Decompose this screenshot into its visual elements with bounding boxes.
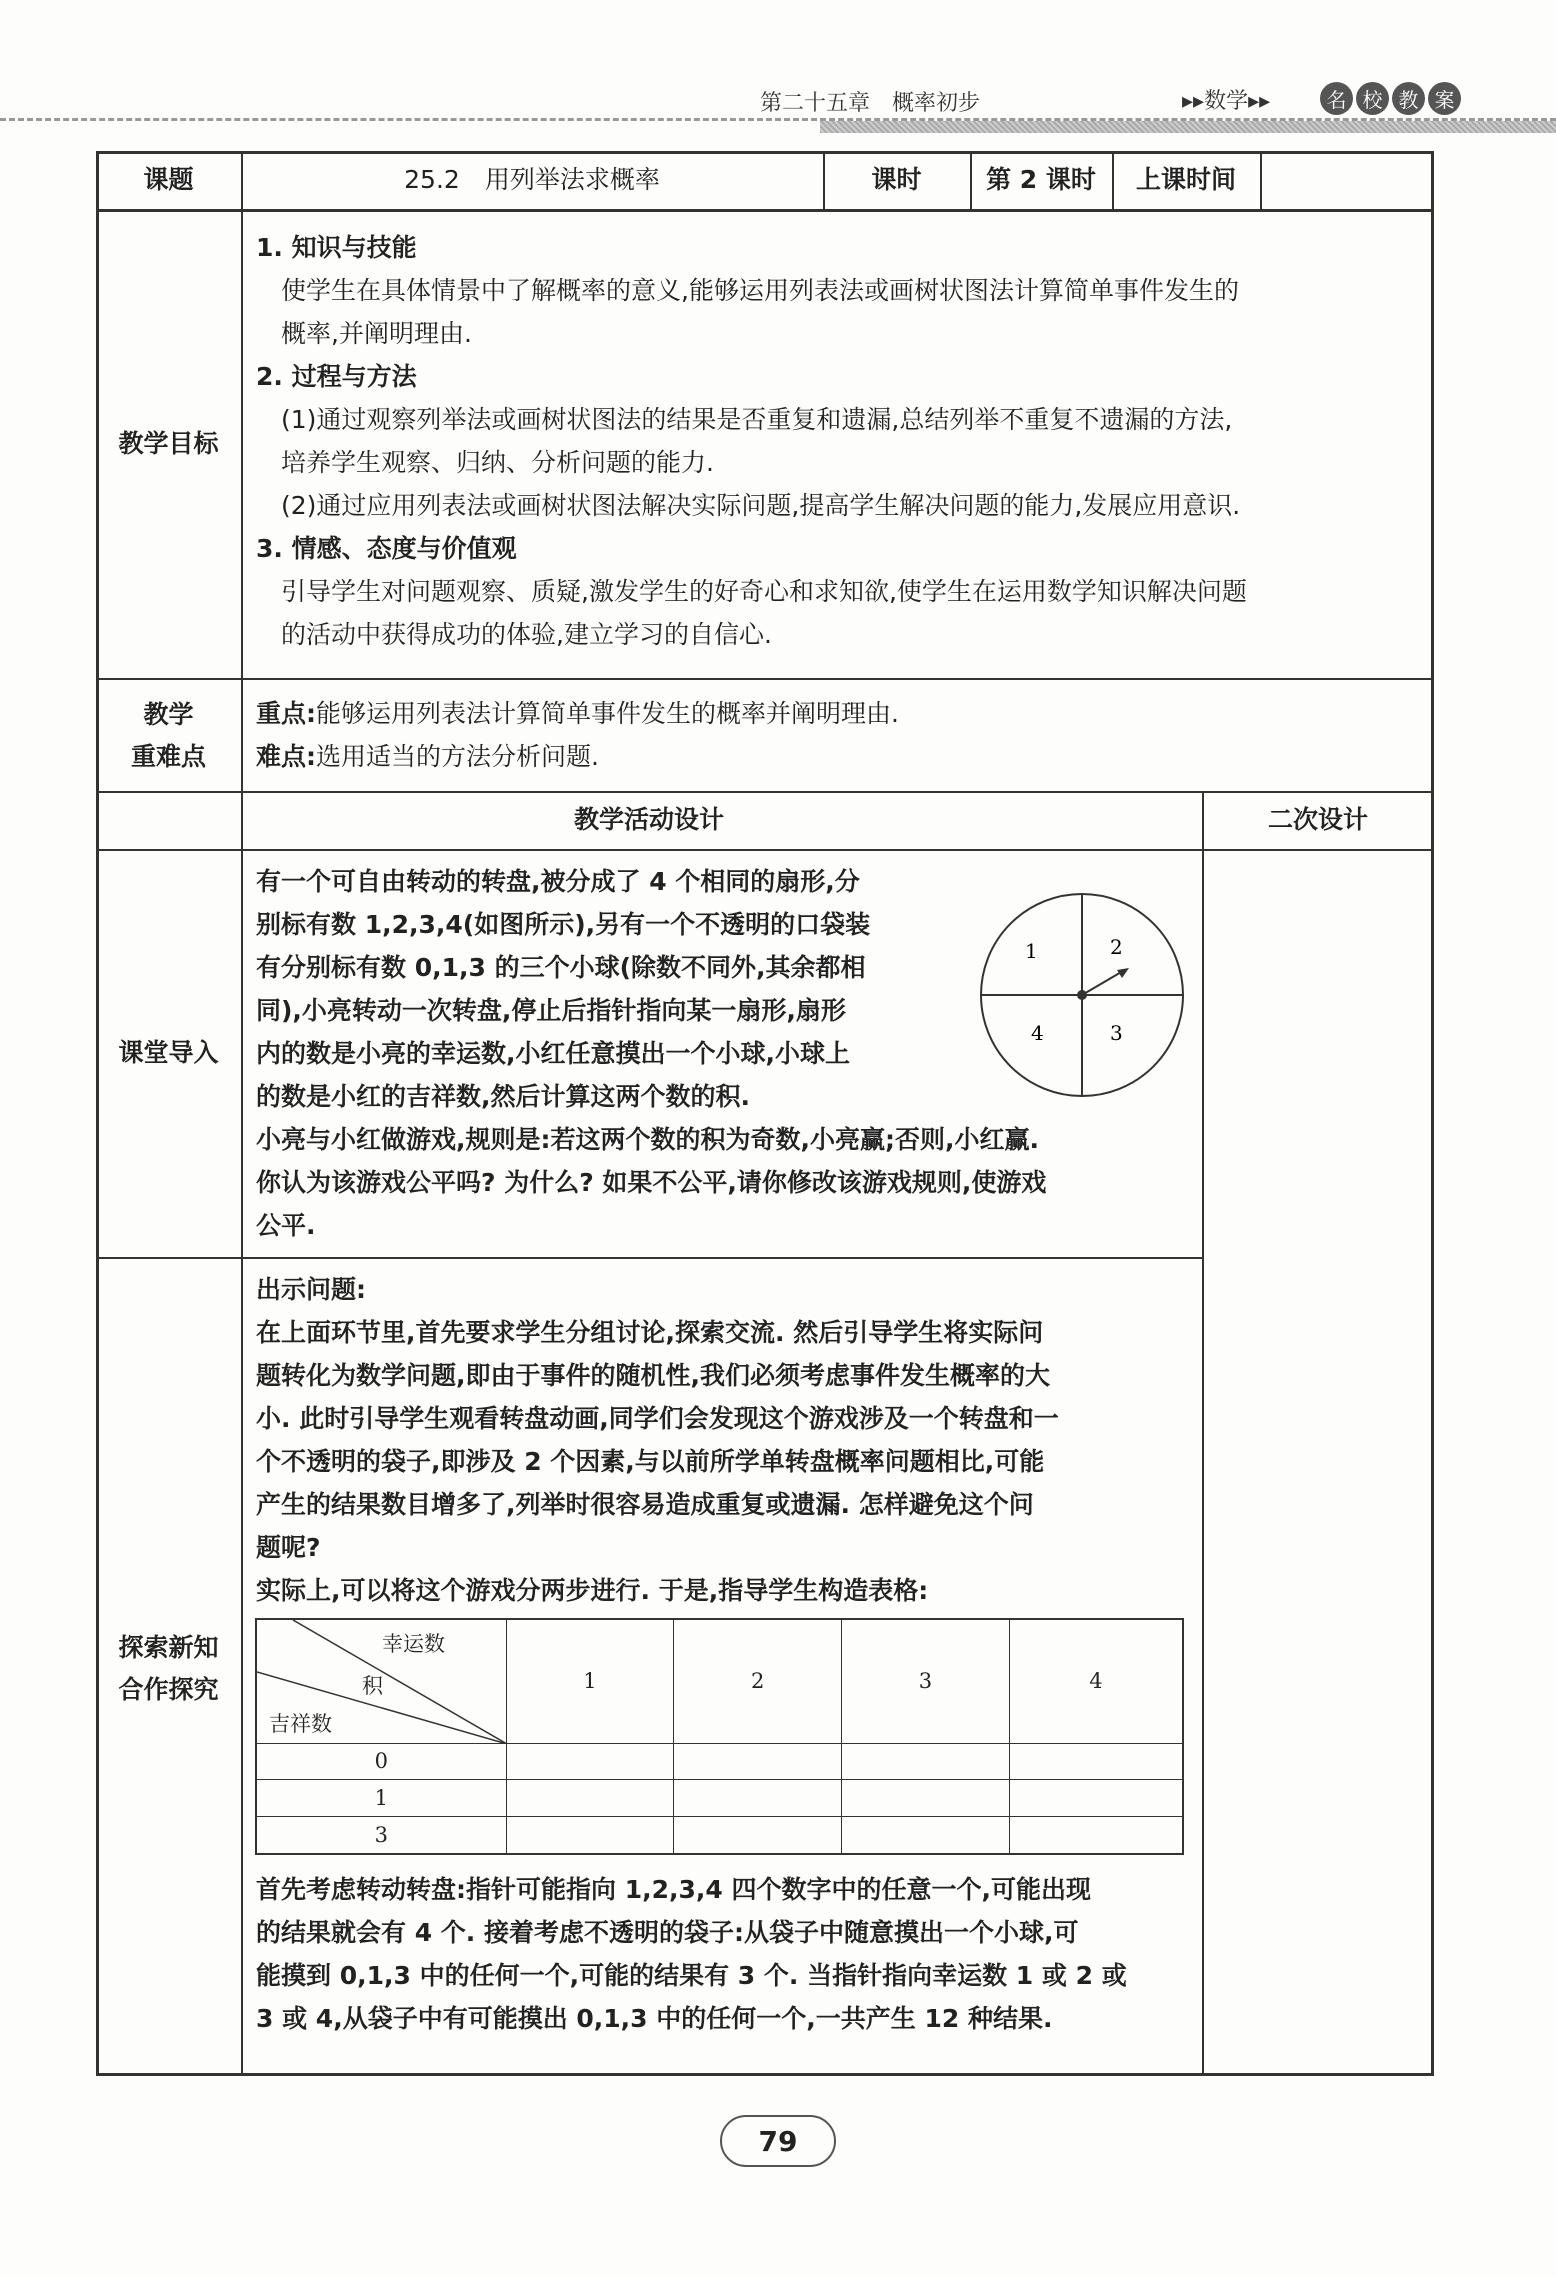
column-header: 1 <box>506 1619 674 1743</box>
sector-label: 3 <box>1110 1021 1123 1045</box>
text-line: 内的数是小亮的幸运数,小红任意摸出一个小球,小球上 <box>256 1039 850 1068</box>
text-line: 产生的结果数目增多了,列举时很容易造成重复或遗漏. 怎样避免这个问 <box>256 1490 1034 1519</box>
text-line: 别标有数 1,2,3,4(如图所示),另有一个不透明的口袋装 <box>256 910 871 939</box>
text-line: 你认为该游戏公平吗? 为什么? 如果不公平,请你修改该游戏规则,使游戏 <box>256 1168 1047 1197</box>
explore-label-2: 合作探究 <box>118 1675 219 1704</box>
difficulty-text: 选用适当的方法分析问题. <box>316 742 599 771</box>
column-header: 3 <box>842 1619 1010 1743</box>
sector-label: 1 <box>1025 939 1038 963</box>
explore-content <box>256 1268 1196 1612</box>
text-line: 题转化为数学问题,即由于事件的随机性,我们必须考虑事件发生概率的大 <box>256 1361 1050 1390</box>
row-header: 1 <box>256 1780 506 1817</box>
spinner-hub <box>1077 990 1087 1000</box>
header-band <box>820 121 1556 133</box>
chapter-title: 第二十五章 概率初步 <box>760 91 981 116</box>
spinner-diagram <box>975 888 1189 1102</box>
key-points-content <box>256 692 1426 778</box>
text-line: 有一个可自由转动的转盘,被分成了 4 个相同的扇形,分 <box>256 867 860 896</box>
text-line: 3. 情感、态度与价值观 <box>256 534 517 563</box>
text-line: 首先考虑转动转盘:指针可能指向 1,2,3,4 四个数字中的任意一个,可能出现 <box>256 1875 1091 1904</box>
text-line: 个不透明的袋子,即涉及 2 个因素,与以前所学单转盘概率问题相比,可能 <box>256 1447 1045 1476</box>
corner-cell <box>256 1619 506 1743</box>
text-line: 小亮与小红做游戏,规则是:若这两个数的积为奇数,小亮赢;否则,小红赢. <box>256 1125 1039 1154</box>
second-design-header: 二次设计 <box>1267 805 1368 834</box>
key-points-label-1: 教学 <box>143 699 194 729</box>
text-line: 培养学生观察、归纳、分析问题的能力. <box>256 448 714 477</box>
spinner-pointer <box>1082 971 1123 995</box>
objectives-label: 教学目标 <box>118 428 219 458</box>
column-header: 4 <box>1009 1619 1183 1743</box>
row-header: 0 <box>256 1743 506 1780</box>
text-line: 2. 过程与方法 <box>256 362 417 391</box>
corner-bottom: 吉祥数 <box>269 1712 332 1736</box>
text-line: 3 或 4,从袋子中有可能摸出 0,1,3 中的任何一个,一共产生 12 种结果. <box>256 2004 1053 2033</box>
text-line: 的数是小红的吉祥数,然后计算这两个数的积. <box>256 1082 750 1111</box>
explore-label-1: 探索新知 <box>118 1633 219 1662</box>
text-line: 使学生在具体情景中了解概率的意义,能够运用列表法或画树状图法计算简单事件发生的 <box>256 276 1239 305</box>
text-line: (1)通过观察列举法或画树状图法的结果是否重复和遗漏,总结列举不重复不遗漏的方法, <box>256 405 1233 434</box>
text-line: 小. 此时引导学生观看转盘动画,同学们会发现这个游戏涉及一个转盘和一 <box>256 1404 1059 1433</box>
activity-design-header: 教学活动设计 <box>573 805 724 834</box>
text-line: 公平. <box>256 1211 316 1240</box>
text-line: 题呢? <box>256 1533 321 1562</box>
period-value: 第 2 课时 <box>986 165 1096 194</box>
text-line: 实际上,可以将这个游戏分两步进行. 于是,指导学生构造表格: <box>256 1576 929 1605</box>
sector-label: 4 <box>1031 1021 1044 1045</box>
logo-char: 案 <box>1428 82 1461 115</box>
text-line: 的活动中获得成功的体验,建立学习的自信心. <box>256 620 772 649</box>
text-line: 1. 知识与技能 <box>256 233 417 262</box>
page-number: 79 <box>720 2115 836 2167</box>
corner-top: 幸运数 <box>382 1632 445 1656</box>
text-line: 概率,并阐明理由. <box>256 319 472 348</box>
table-row <box>256 1780 1183 1817</box>
logo-char: 教 <box>1392 82 1425 115</box>
key-points-label <box>96 680 241 791</box>
text-line: 在上面环节里,首先要求学生分组讨论,探索交流. 然后引导学生将实际问 <box>256 1318 1044 1347</box>
sector-label: 2 <box>1110 935 1123 959</box>
corner-mid: 积 <box>362 1674 383 1698</box>
course-title: 25.2 用列举法求概率 <box>404 165 660 194</box>
text-line: 出示问题: <box>256 1275 366 1304</box>
difficulty-label: 难点: <box>256 742 316 771</box>
focus-label: 重点: <box>256 699 316 728</box>
text-line: (2)通过应用列表法或画树状图法解决实际问题,提高学生解决问题的能力,发展应用意识. <box>256 491 1241 520</box>
row-header: 3 <box>256 1817 506 1855</box>
objectives-content <box>256 226 1426 656</box>
logo-char: 校 <box>1356 82 1389 115</box>
period-label: 课时 <box>871 165 922 194</box>
focus-text: 能够运用列表法计算简单事件发生的概率并阐明理由. <box>316 699 899 728</box>
table-row <box>256 1817 1183 1855</box>
explore-conclusion <box>256 1868 1196 2040</box>
text-line: 有分别标有数 0,1,3 的三个小球(除数不同外,其余都相 <box>256 953 866 982</box>
key-points-label-2: 重难点 <box>130 741 206 771</box>
table-row <box>256 1743 1183 1780</box>
column-header: 2 <box>674 1619 842 1743</box>
logo-char: 名 <box>1320 82 1353 115</box>
text-line: 同),小亮转动一次转盘,停止后指针指向某一扇形,扇形 <box>256 996 846 1025</box>
time-label: 上课时间 <box>1135 165 1236 194</box>
text-line: 的结果就会有 4 个. 接着考虑不透明的袋子:从袋子中随意摸出一个小球,可 <box>256 1918 1079 1947</box>
subject-label: ▸▸数学▸▸ <box>1182 89 1271 114</box>
brand-logo <box>1320 82 1461 115</box>
product-table <box>255 1618 1184 1855</box>
text-line: 能摸到 0,1,3 中的任何一个,可能的结果有 3 个. 当指针指向幸运数 1 或 2 或 <box>256 1961 1127 1990</box>
course-label: 课题 <box>143 165 194 194</box>
intro-label: 课堂导入 <box>118 1038 219 1067</box>
time-value[interactable] <box>1260 151 1434 209</box>
text-line: 引导学生对问题观察、质疑,激发学生的好奇心和求知欲,使学生在运用数学知识解决问题 <box>256 577 1247 606</box>
explore-label <box>96 1257 241 2076</box>
